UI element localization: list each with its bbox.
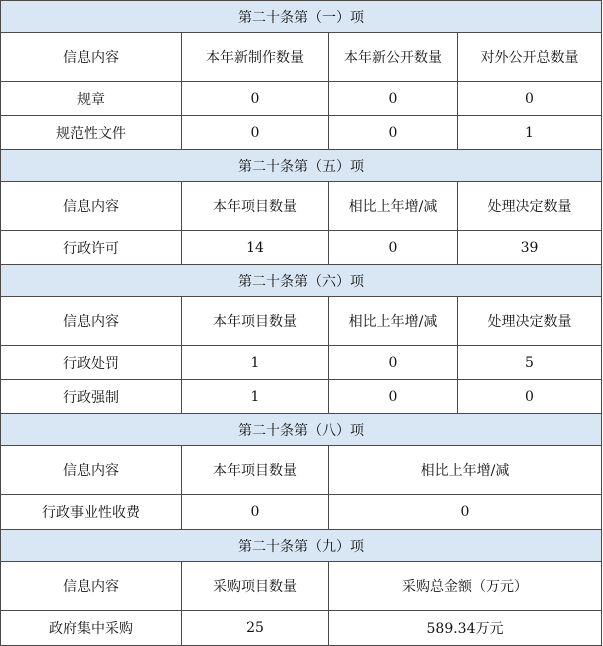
section-title: 第二十条第（八）项 [1, 414, 602, 446]
column-header: 本年新公开数量 [329, 33, 458, 82]
row-label: 规范性文件 [1, 116, 182, 150]
table-cell: 0 [329, 82, 458, 116]
table-cell: 0 [182, 82, 329, 116]
section-header [1, 265, 602, 297]
column-header: 信息内容 [1, 446, 182, 495]
table-cell: 0 [329, 346, 458, 380]
column-header: 相比上年增/减 [329, 446, 602, 495]
row-label: 政府集中采购 [1, 611, 182, 646]
column-header: 信息内容 [1, 182, 182, 231]
column-header-row [1, 33, 602, 82]
table-row [1, 116, 602, 150]
section-title: 第二十条第（五）项 [1, 150, 602, 182]
section-title: 第二十条第（九）项 [1, 530, 602, 562]
table-cell: 0 [458, 82, 602, 116]
table-cell: 0 [329, 231, 458, 265]
table-cell: 0 [329, 495, 602, 530]
row-label: 行政处罚 [1, 346, 182, 380]
column-header: 采购总金额（万元） [329, 562, 602, 611]
section-header [1, 530, 602, 562]
column-header: 对外公开总数量 [458, 33, 602, 82]
column-header: 相比上年增/减 [329, 297, 458, 346]
table-row [1, 611, 602, 646]
section-title: 第二十条第（六）项 [1, 265, 602, 297]
table-cell: 39 [458, 231, 602, 265]
table-cell: 0 [182, 495, 329, 530]
table-cell: 0 [329, 380, 458, 414]
table-cell: 0 [458, 380, 602, 414]
row-label: 行政事业性收费 [1, 495, 182, 530]
column-header: 信息内容 [1, 33, 182, 82]
table-cell: 14 [182, 231, 329, 265]
row-label: 规章 [1, 82, 182, 116]
table-cell: 25 [182, 611, 329, 646]
row-label: 行政许可 [1, 231, 182, 265]
table-row [1, 82, 602, 116]
column-header: 本年项目数量 [182, 182, 329, 231]
column-header-row [1, 446, 602, 495]
table-cell: 0 [182, 116, 329, 150]
column-header: 处理决定数量 [458, 297, 602, 346]
column-header-row [1, 297, 602, 346]
column-header: 本年项目数量 [182, 297, 329, 346]
table-row [1, 231, 602, 265]
table-cell: 5 [458, 346, 602, 380]
table-row [1, 380, 602, 414]
table-cell: 1 [182, 346, 329, 380]
column-header-row [1, 562, 602, 611]
column-header: 采购项目数量 [182, 562, 329, 611]
table-cell: 0 [329, 116, 458, 150]
table-cell: 1 [458, 116, 602, 150]
row-label: 行政强制 [1, 380, 182, 414]
column-header-row [1, 182, 602, 231]
table-cell: 1 [182, 380, 329, 414]
column-header: 信息内容 [1, 562, 182, 611]
table-cell: 589.34万元 [329, 611, 602, 646]
section-header [1, 1, 602, 33]
column-header: 相比上年增/减 [329, 182, 458, 231]
table-row [1, 346, 602, 380]
column-header: 本年项目数量 [182, 446, 329, 495]
column-header: 信息内容 [1, 297, 182, 346]
column-header: 处理决定数量 [458, 182, 602, 231]
column-header: 本年新制作数量 [182, 33, 329, 82]
section-header [1, 150, 602, 182]
section-header [1, 414, 602, 446]
section-title: 第二十条第（一）项 [1, 1, 602, 33]
table-row [1, 495, 602, 530]
